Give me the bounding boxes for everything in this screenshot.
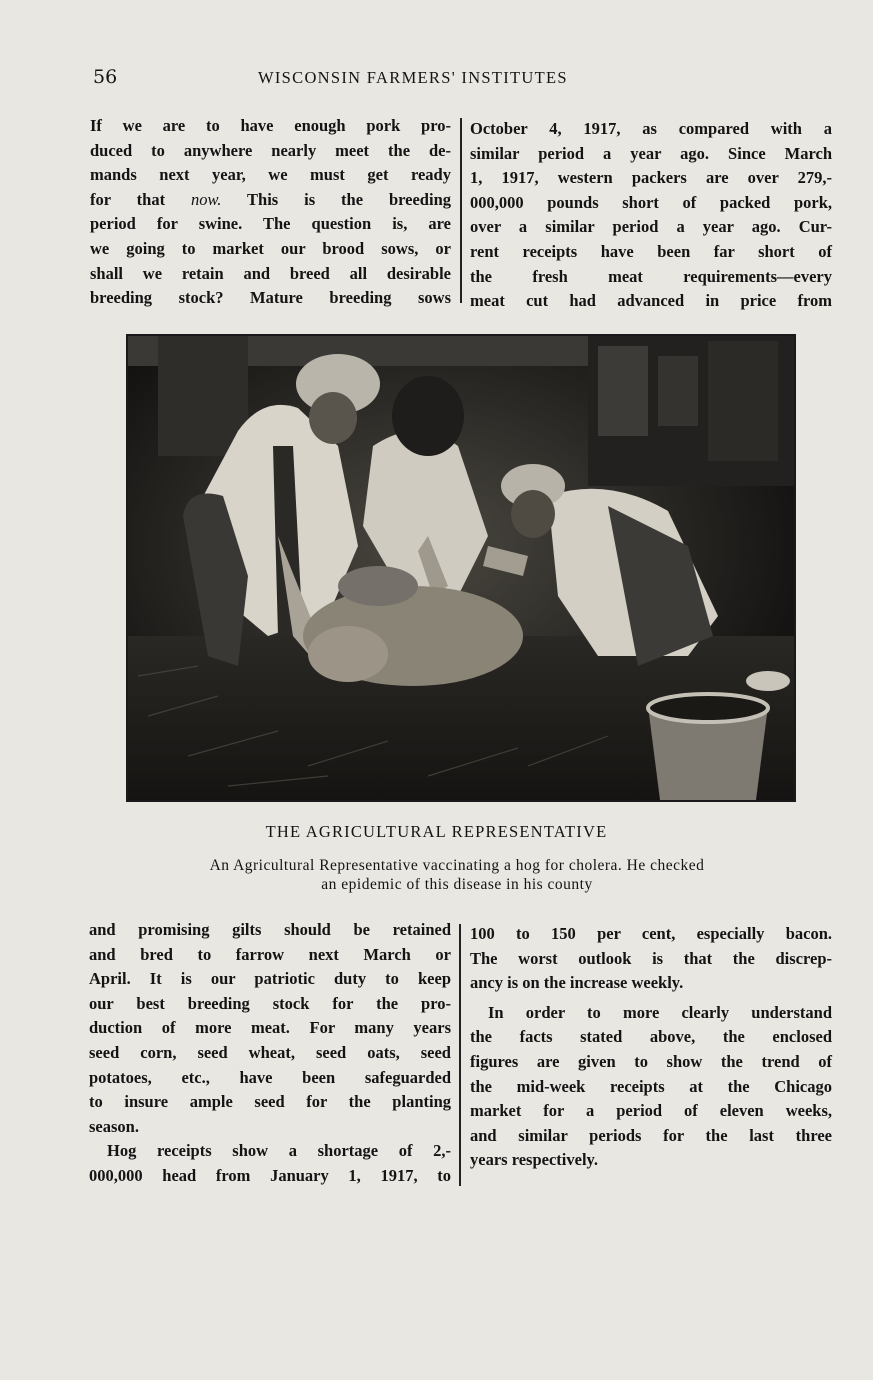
text-line: figures are given to show the trend of bbox=[470, 1051, 832, 1071]
caption-line: An Agricultural Representative vaccinating a hog for cholera. He checked bbox=[209, 857, 705, 874]
header-title: WISCONSIN FARMERS' INSTITUTES bbox=[258, 68, 568, 87]
text-line: October 4, 1917, as compared with a bbox=[470, 119, 832, 138]
text-line: we going to market our brood sows, or bbox=[90, 238, 451, 258]
text-line: 000,000 head from January 1, 1917, to bbox=[89, 1165, 451, 1185]
bottom-right-column bbox=[470, 922, 832, 1173]
text-line: Hog receipts show a shortage of 2,- bbox=[107, 1141, 451, 1161]
caption-line: an epidemic of this disease in his county bbox=[321, 876, 593, 893]
running-head bbox=[0, 66, 873, 92]
text-line: potatoes, etc., have been safeguarded bbox=[89, 1067, 451, 1087]
text-line: and bred to farrow next March or bbox=[89, 944, 451, 964]
text-line: period for swine. The question is, are bbox=[90, 214, 451, 234]
text-line: rent receipts have been far short of bbox=[470, 241, 832, 261]
text-line: If we are to have enough pork pro- bbox=[90, 116, 451, 135]
text-line: 1, 1917, western packers are over 279,- bbox=[470, 168, 832, 188]
text-line: our best breeding stock for the pro- bbox=[89, 993, 451, 1013]
top-left-column bbox=[90, 114, 451, 311]
photo-illustration bbox=[128, 336, 794, 800]
figure-caption bbox=[88, 856, 826, 894]
text-line: breeding stock? Mature breeding sows bbox=[90, 288, 451, 308]
text-line: to insure ample seed for the planting bbox=[89, 1092, 451, 1112]
text-line: season. bbox=[89, 1116, 139, 1136]
bottom-left-column bbox=[89, 918, 451, 1189]
text-line: shall we retain and breed all desirable bbox=[90, 263, 451, 283]
text-line: and similar periods for the last three bbox=[470, 1125, 832, 1145]
text-line: 100 to 150 per cent, especially bacon. bbox=[470, 924, 832, 943]
text-line: mands next year, we must get ready bbox=[90, 165, 451, 185]
text-line: over a similar period a year ago. Cur- bbox=[470, 217, 832, 237]
text-run: This is the breeding bbox=[221, 189, 451, 209]
column-rule bbox=[459, 924, 461, 1186]
top-right-column bbox=[470, 117, 832, 314]
text-line: April. It is our patriotic duty to keep bbox=[89, 969, 451, 989]
text-line: the mid-week receipts at the Chicago bbox=[470, 1076, 832, 1096]
text-line: duced to anywhere nearly meet the de- bbox=[90, 140, 451, 160]
column-rule bbox=[460, 118, 462, 303]
figure-title: THE AGRICULTURAL REPRESENTATIVE bbox=[265, 822, 608, 841]
text-line: the facts stated above, the enclosed bbox=[470, 1027, 832, 1047]
text-line: 000,000 pounds short of packed pork, bbox=[470, 192, 832, 212]
text-run: for that bbox=[90, 189, 192, 209]
photograph bbox=[126, 334, 796, 802]
text-line: years respectively. bbox=[470, 1150, 598, 1170]
text-line: In order to more clearly understand bbox=[488, 1002, 832, 1022]
text-line: meat cut had advanced in price from bbox=[470, 291, 832, 311]
text-line: the fresh meat requirements—every bbox=[470, 266, 832, 286]
italic-word: now. bbox=[191, 189, 222, 209]
page-number: 56 bbox=[93, 66, 118, 88]
text-line: ancy is on the increase weekly. bbox=[470, 973, 684, 993]
text-line-with-italic bbox=[90, 188, 451, 213]
text-line: duction of more meat. For many years bbox=[89, 1018, 451, 1038]
text-line: seed corn, seed wheat, seed oats, seed bbox=[89, 1042, 451, 1062]
text-line: The worst outlook is that the discrep- bbox=[470, 948, 832, 968]
text-line: and promising gilts should be retained bbox=[89, 920, 451, 939]
text-line: similar period a year ago. Since March bbox=[470, 143, 832, 163]
text-line: market for a period of eleven weeks, bbox=[470, 1101, 832, 1121]
